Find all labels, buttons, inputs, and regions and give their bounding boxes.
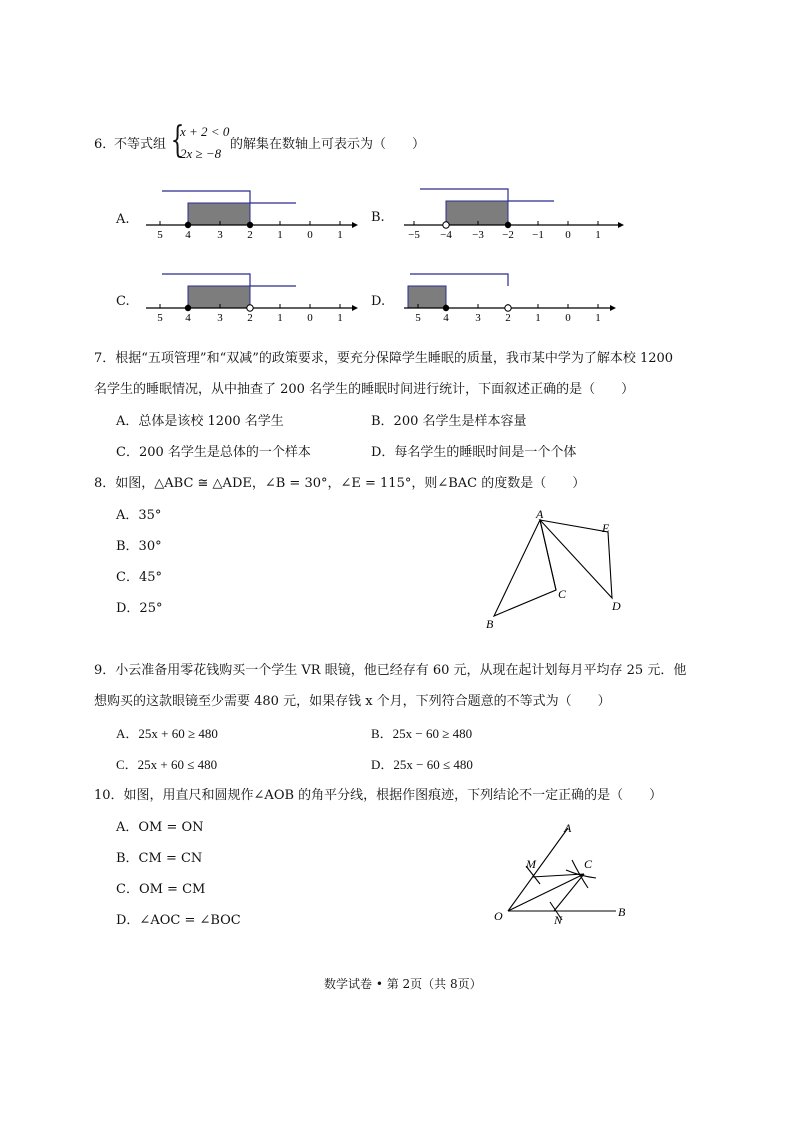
tick-b-5: −1 [532, 229, 544, 241]
q8-label-c: C [558, 587, 567, 601]
q6-option-b-label: B. [371, 210, 385, 225]
q7-option-c: C．200 名学生是总体的一个样本 [116, 445, 311, 460]
svg-text:5432101 [415, 312, 601, 324]
q10-option-d: D．∠AOC = ∠BOC [116, 913, 241, 928]
number-line-a [140, 185, 360, 243]
q7-option-d: D．每名学生的睡眠时间是一个个体 [371, 445, 577, 460]
q6-option-c-label: C. [116, 294, 130, 309]
q10-label-o: O [494, 909, 503, 923]
page-footer: 数学试卷 • 第 2页（共 8页） [324, 977, 482, 991]
tick-d-4: 2 [505, 312, 511, 324]
q9-option-b: B．25x − 60 ≥ 480 [371, 726, 473, 741]
q10-option-c: C．OM = CM [116, 882, 206, 897]
q10-label-c: C [584, 857, 593, 871]
tick-d-1: 5 [415, 312, 421, 324]
q8-label-d: D [612, 599, 621, 613]
q7-stem-line-2: 名学生的睡眠情况，从中抽查了 200 名学生的睡眠时间进行统计，下面叙述正确的是（ ） [94, 382, 635, 397]
q10-label-a: A [564, 821, 572, 835]
q8-stem: 8．如图，△ABC ≅ △ADE，∠B = 30°，∠E = 115°，则∠BAC 的度数是（ ） [94, 476, 586, 491]
tick-a-2: 4 [185, 229, 191, 241]
q9-option-d: D．25x − 60 ≤ 480 [371, 757, 473, 772]
q10-stem: 10．如图，用直尺和圆规作∠AOB 的角平分线，根据作图痕迹，下列结论不一定正确的是（ ） [94, 788, 663, 803]
q6-brace: { [170, 120, 185, 161]
q10-option-b: B．CM = CN [116, 851, 203, 866]
q6-stem-post: 的解集在数轴上可表示为（ ） [230, 137, 426, 152]
tick-c-6: 0 [307, 312, 313, 324]
number-line-c [140, 268, 360, 326]
q8-option-d: D．25° [116, 601, 163, 616]
tick-a-6: 0 [307, 229, 313, 241]
svg-text:5432101 [157, 312, 343, 324]
q8-label-b: B [486, 617, 494, 631]
tick-b-7: 1 [595, 229, 601, 241]
q9-stem-line-2: 想购买的这款眼镜至少需要 480 元，如果存钱 x 个月，下列符合题意的不等式为（ ） [94, 694, 611, 709]
q8-option-a: A．35° [116, 508, 162, 523]
q8-label-a: A [536, 507, 544, 521]
q6-option-d-label: D. [371, 294, 386, 309]
q7-option-b: B．200 名学生是样本容量 [371, 414, 527, 429]
q6-stem-pre: 不等式组 [114, 137, 167, 152]
tick-c-3: 3 [217, 312, 223, 324]
q8-triangle-figure [478, 506, 638, 636]
tick-d-3: 3 [475, 312, 481, 324]
tick-d-7: 1 [595, 312, 601, 324]
tick-a-4: 2 [247, 229, 253, 241]
tick-a-7: 1 [337, 229, 343, 241]
tick-c-7: 1 [337, 312, 343, 324]
tick-b-3: −3 [472, 229, 484, 241]
q10-option-a: A．OM = ON [116, 820, 204, 835]
tick-d-6: 0 [565, 312, 571, 324]
svg-text:5432101 [157, 229, 343, 241]
q10-label-m: M [526, 857, 536, 871]
q6-inequality-1: x + 2 < 0 [180, 124, 230, 139]
q9-stem-line-1: 9．小云准备用零花钱购买一个学生 VR 眼镜，他已经存有 60 元，从现在起计划每月平均存 25 元．他 [94, 663, 687, 678]
q10-label-n: N [554, 913, 563, 927]
q8-option-c: C．45° [116, 570, 162, 585]
q8-option-b: B．30° [116, 539, 162, 554]
q10-angle-bisector-figure [488, 816, 638, 928]
svg-text:−5−4−3−2−101 [408, 229, 601, 241]
tick-c-1: 5 [157, 312, 163, 324]
q9-option-c: C．25x + 60 ≤ 480 [116, 757, 218, 772]
tick-a-3: 3 [217, 229, 223, 241]
q7-option-a: A．总体是该校 1200 名学生 [116, 414, 284, 429]
number-line-b [398, 183, 626, 243]
tick-b-4: −2 [502, 229, 514, 241]
q8-label-e: E [602, 521, 610, 535]
tick-c-5: 1 [277, 312, 283, 324]
tick-a-5: 1 [277, 229, 283, 241]
q10-label-b: B [618, 905, 626, 919]
q6-inequality-2: 2x ≥ −8 [180, 146, 222, 161]
tick-b-6: 0 [565, 229, 571, 241]
tick-a-1: 5 [157, 229, 163, 241]
tick-b-2: −4 [440, 229, 452, 241]
tick-b-1: −5 [408, 229, 420, 241]
q6-option-a-label: A. [116, 212, 130, 227]
q6-number: 6． [94, 137, 116, 152]
tick-d-5: 1 [535, 312, 541, 324]
number-line-d [398, 268, 626, 326]
q7-stem-line-1: 7．根据“五项管理”和“双减”的政策要求，要充分保障学生睡眠的质量，我市某中学为了解本校 1200 [94, 351, 674, 366]
tick-c-2: 4 [185, 312, 191, 324]
q9-option-a: A．25x + 60 ≥ 480 [116, 726, 218, 741]
tick-c-4: 2 [247, 312, 253, 324]
tick-d-2: 4 [443, 312, 449, 324]
